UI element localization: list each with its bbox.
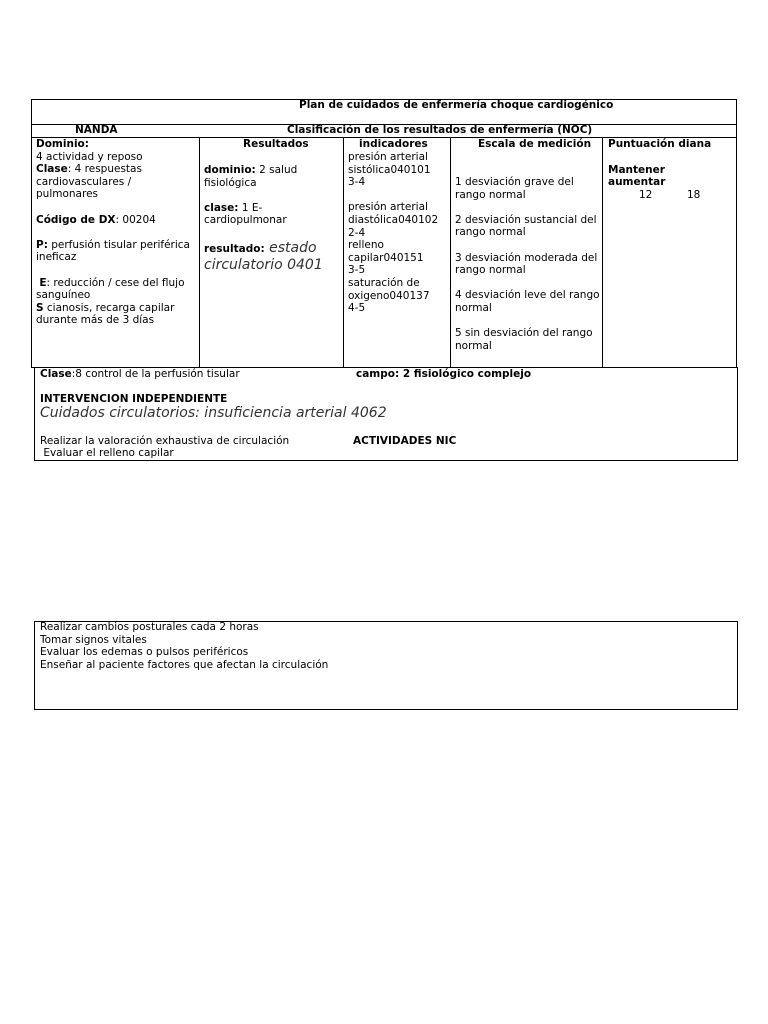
res-clase-value: 1 E- cardiopulmonar: [204, 201, 287, 227]
res-resultado-label: resultado:: [204, 242, 265, 255]
res-dominio-label: dominio:: [204, 164, 256, 176]
continuation-item-1: Realizar cambios posturales cada 2 horas: [40, 621, 259, 633]
escala-2: 2 desviación sustancial del rango normal: [455, 213, 597, 239]
nanda-header: NANDA: [75, 124, 118, 136]
indicador-1-range: 3-4: [348, 176, 366, 189]
res-clase-line: [204, 202, 340, 227]
col-divider-1: [199, 137, 200, 368]
s-label: S: [36, 301, 44, 314]
res-resultado-line: [204, 240, 340, 274]
resultados-cell: [204, 164, 340, 274]
col-divider-3: [450, 137, 451, 368]
escala-cell: [455, 176, 600, 352]
escala-header: Escala de medición: [478, 138, 592, 150]
resultados-header: Resultados: [243, 138, 309, 150]
mantener-label: Mantener: [608, 164, 665, 176]
res-dominio-line: [204, 164, 340, 189]
nic-activity-1: Realizar la valoración exhaustiva de circulación: [40, 435, 290, 447]
indicador-4-range: 4-5: [348, 302, 366, 315]
nic-clase-value: :8 control de la perfusión tisular: [71, 368, 240, 380]
res-clase-label: clase:: [204, 201, 239, 214]
aumentar-label: aumentar: [608, 176, 666, 188]
codigo-label: Código de DX: [36, 213, 116, 226]
s-line: [36, 302, 196, 327]
puntuacion-aumentar-value: 18: [687, 189, 701, 201]
indicador-3: relleno capilar040151: [348, 239, 424, 264]
indicador-2-range: 2-4: [348, 226, 366, 239]
intervencion-label: INTERVENCION INDEPENDIENTE: [40, 393, 228, 405]
continuation-item-4: Enseñar al paciente factores que afectan la circulación: [40, 658, 329, 671]
p-line: [36, 239, 196, 264]
nic-activity-2: Evaluar el relleno capilar: [40, 447, 174, 459]
e-label: E: [39, 276, 47, 289]
indicadores-cell: [348, 151, 448, 315]
puntuacion-header: Puntuación diana: [608, 138, 712, 150]
res-resultado-value: estado circulatorio 0401: [204, 239, 323, 273]
clase-value: : 4 respuestas cardiovasculares / pulmonares: [36, 163, 142, 201]
actividades-nic-label: ACTIVIDADES NIC: [353, 435, 457, 447]
nanda-cell: [36, 138, 196, 327]
indicador-1: presión arterial sistólica040101: [348, 151, 431, 176]
puntuacion-mantener-value: 12: [639, 189, 653, 201]
res-dominio-value: 2 salud fisiológica: [204, 164, 298, 189]
clase-line: [36, 163, 196, 201]
escala-5: 5 sin desviación del rango normal: [455, 327, 593, 352]
nic-clase-label: Clase: [40, 368, 72, 380]
indicador-4: saturación de oxigeno040137: [348, 276, 430, 302]
clase-label: Clase: [36, 163, 68, 176]
continuation-list: [40, 621, 730, 671]
escala-3: 3 desviación moderada del rango normal: [455, 251, 598, 277]
escala-4: 4 desviación leve del rango normal: [455, 289, 600, 314]
p-value: perfusión tisular periférica ineficaz: [36, 238, 190, 264]
nic-clase-line: [40, 368, 240, 381]
escala-1: 1 desviación grave del rango normal: [455, 176, 574, 201]
dominio-label: Dominio:: [36, 138, 89, 150]
indicadores-header: indicadores: [359, 138, 428, 150]
continuation-item-3: Evaluar los edemas o pulsos periféricos: [40, 646, 249, 659]
continuation-item-2: Tomar signos vitales: [40, 633, 147, 646]
nic-campo: campo: 2 fisiológico complejo: [356, 368, 532, 380]
col-divider-2: [343, 137, 344, 368]
s-value: cianosis, recarga capilar durante más de 3 días: [36, 301, 175, 327]
indicador-2: presión arterial diastólica040102: [348, 201, 439, 226]
e-line: [36, 277, 196, 302]
dominio-value: 4 actividad y reposo: [36, 150, 143, 163]
indicador-3-range: 3-5: [348, 264, 366, 277]
intervencion-title: Cuidados circulatorios: insuficiencia arterial 4062: [40, 405, 387, 421]
noc-header: Clasificación de los resultados de enfermería (NOC): [287, 124, 593, 136]
codigo-line: [36, 214, 196, 227]
codigo-value: : 00204: [115, 213, 156, 226]
document-title: Plan de cuidados de enfermería choque cardiogénico: [299, 99, 614, 111]
e-value: : reducción / cese del flujo sanguíneo: [36, 276, 185, 302]
col-divider-4: [602, 137, 603, 368]
p-label: P:: [36, 238, 48, 251]
